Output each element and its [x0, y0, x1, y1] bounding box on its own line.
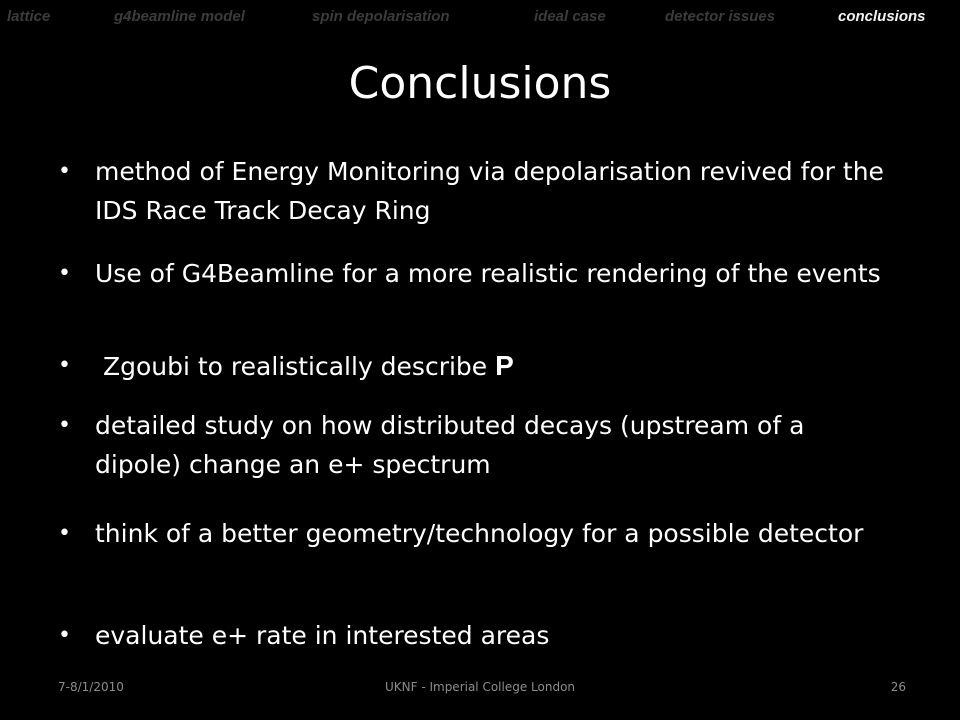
- bullet-dot-icon: •: [58, 623, 71, 648]
- bullet-text: think of a better geometry/technology for a possible detector: [95, 519, 864, 548]
- nav-item-spin-depolarisation[interactable]: spin depolarisation: [312, 8, 450, 25]
- slide-title: Conclusions: [348, 58, 612, 109]
- bullet-dot-icon: •: [58, 261, 71, 286]
- bullet-text: Use of G4Beamline for a more realistic rendering of the events: [95, 259, 881, 288]
- bullet-text: detailed study on how distributed decays (upstream of a dipole) change an e+ spectrum: [95, 411, 805, 479]
- bullet-dot-icon: •: [58, 353, 71, 378]
- bullet-dot-icon: •: [58, 521, 71, 546]
- bullet-dot-icon: •: [58, 413, 71, 438]
- bullet-item: [58, 514, 918, 553]
- bullet-dot-icon: •: [58, 159, 71, 184]
- bullet-text: evaluate e+ rate in interested areas: [95, 621, 550, 650]
- nav-item-lattice[interactable]: lattice: [7, 8, 51, 25]
- bullet-text: Zgoubi to realistically describe: [95, 352, 496, 381]
- bullet-item: [58, 254, 918, 293]
- nav-item-g4beamline-model[interactable]: g4beamline model: [114, 8, 245, 25]
- bullet-text-zgoubi: [95, 346, 895, 386]
- nav-item-ideal-case[interactable]: ideal case: [534, 8, 606, 25]
- footer-event: UKNF - Imperial College London: [384, 680, 576, 694]
- nav-item-conclusions[interactable]: conclusions: [838, 8, 926, 25]
- footer-page-number: 26: [890, 680, 906, 694]
- bullet-item: [58, 152, 918, 230]
- nav-item-detector-issues[interactable]: detector issues: [665, 8, 776, 25]
- bullet-item: [58, 616, 918, 655]
- bullet-text: method of Energy Monitoring via depolarisation revived for the IDS Race Track Decay Ring: [95, 157, 884, 225]
- section-navigation: [0, 8, 960, 30]
- bullet-item: [58, 406, 918, 484]
- footer-date: 7-8/1/2010: [58, 680, 124, 694]
- polarisation-symbol: P: [495, 350, 514, 381]
- bullet-item: [58, 346, 918, 386]
